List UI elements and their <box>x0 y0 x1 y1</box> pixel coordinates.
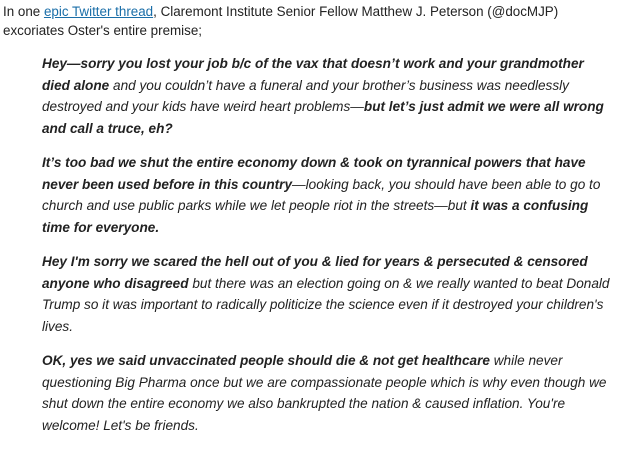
intro-suffix: , Claremont Institute Senior Fellow Matthew J. Peterson (@docMJP) excoriates Oster's entire premise; <box>3 4 559 38</box>
quote-bold-text: It’s too bad we shut the entire economy down & took on tyrannical powers that have never been used before in this country <box>42 155 586 192</box>
quote-paragraph-2 <box>42 152 612 238</box>
quote-text: and you couldn’t have a funeral and your brother’s business was needlessly destroyed and your kids have weird heart problems— <box>42 77 569 114</box>
quote-paragraph-4 <box>42 350 612 436</box>
quote-bold-text: Hey I'm sorry we scared the hell out of you & lied for years & persecuted & censored anyone who disagreed <box>42 254 588 291</box>
quote-text: —looking back, you should have been able to go to church and use public parks while we let people riot in the streets—but <box>42 176 601 213</box>
quote-bold-text: OK, yes we said unvaccinated people should die & not get healthcare <box>42 353 490 368</box>
quote-bold-text: Hey—sorry you lost your job b/c of the vax that doesn’t work and your grandmother died alone <box>42 56 584 93</box>
twitter-thread-link[interactable]: epic Twitter thread <box>43 4 154 19</box>
quote-text: but there was an election going on & we really wanted to beat Donald Trump so it was important to radically politicize the science even if it destroyed your children's lives. <box>42 275 610 334</box>
intro-paragraph <box>3 2 615 40</box>
quote-paragraph-3 <box>42 251 612 337</box>
quote-paragraph-1 <box>42 53 612 139</box>
quote-bold-text: but let’s just admit we were all wrong and call a truce, eh? <box>42 99 604 136</box>
intro-prefix: In one <box>3 4 44 19</box>
blockquote <box>42 53 612 449</box>
quote-text: while never questioning Big Pharma once but we are compassionate people which is why even though we shut down the entire economy we also bankrupted the nation & caused inflation. You're welcome! Let's be friends. <box>42 353 607 433</box>
quote-bold-text: it was a confusing time for everyone. <box>42 198 589 235</box>
